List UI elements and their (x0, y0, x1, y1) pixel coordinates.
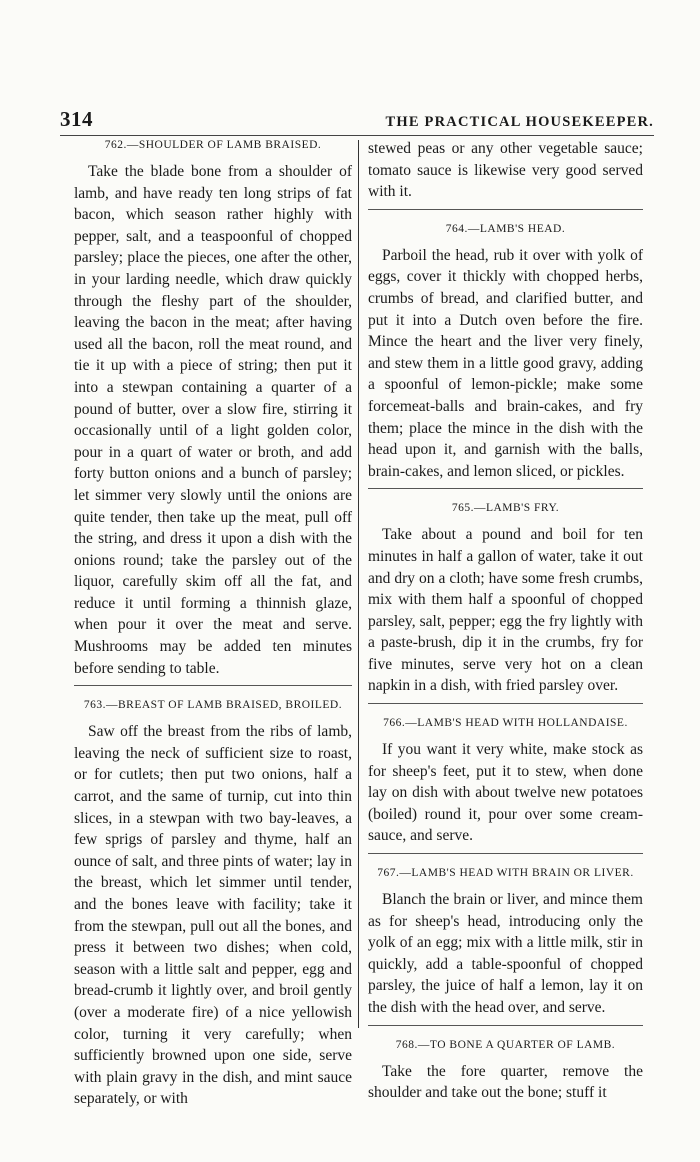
section-divider (368, 209, 643, 210)
column-divider (358, 140, 359, 1028)
section-divider (74, 685, 352, 686)
section-divider (368, 488, 643, 489)
page-number: 314 (60, 107, 93, 131)
section-divider (368, 853, 643, 854)
recipe-title: 768.—TO BONE A QUARTER OF LAMB. (395, 1038, 616, 1051)
recipe-text: If you want it very white, make stock as for sheep's feet, put it to stew, when done lay on dish with about twelve new potatoes (boiled) round it, pour over some cream-sauce, and serve. (368, 741, 643, 845)
recipe-title: 762.—SHOULDER OF LAMB BRAISED. (104, 139, 322, 151)
continued-text: stewed peas or any other vegetable sauce; tomato sauce is likewise very good served with it. (368, 140, 643, 201)
recipe-text: Saw off the breast from the ribs of lamb, leaving the neck of sufficient size to roast, or for cutlets; then put two onions, half a carrot, and the same of turnip, cut into thin slices, in a stewpan with two bay-leaves, a few sprigs of parsley and thyme, half an ounce of salt, and three pints of water; lay in the breast, which let simmer until tender, and the bones leave with facility; take it from the stewpan, pull out all the bones, and press it between two dishes; when cold, season with a little salt and pepper, egg and bread-crumb it lightly over, and broil gently (over a moderate fire) of a nice yellowish color, turning it very carefully; when sufficiently browned upon one side, serve with plain gravy in the dish, and mint sauce separately, or with (74, 723, 352, 1108)
recipe-title: 764.—LAMB'S HEAD. (445, 222, 566, 235)
running-head: THE PRACTICAL HOUSEKEEPER. (385, 114, 654, 130)
recipe-title: 765.—LAMB'S FRY. (451, 502, 560, 515)
left-column (74, 138, 352, 1110)
recipe-title: 763.—BREAST OF LAMB BRAISED, BROILED. (83, 699, 343, 712)
page-header (60, 102, 654, 132)
recipe-text: Take the blade bone from a shoulder of lamb, and have ready ten long strips of fat bacon, which season rather highly with pepper, salt, and a teaspoonful of chopped parsley; place the pieces, one after the other, in your larding needle, which draw quickly through the fleshy part of the shoulder, leaving the bacon in the meat; after having used all the bacon, roll the meat round, and tie it up with a piece of string; then put it into a stewpan containing a quarter of a pound of butter, over a slow fire, stirring it occasionally until of a light golden color, pour in a quart of water or broth, and add forty button onions and a bunch of parsley; let simmer very slowly until the onions are quite tender, then take up the meat, pull off the string, and dress it upon a dish with the onions round; take the parsley out of the liquor, carefully skim off all the fat, and reduce it until forming a thinnish glaze, when pour it over the meat and serve. Mushrooms may be added ten minutes before sending to table. (74, 163, 352, 677)
recipe-text: Parboil the head, rub it over with yolk of eggs, cover it thickly with chopped herbs, crumbs of bread, and clarified butter, and put it into a Dutch oven before the fire. Mince the heart and the liver very finely, and stew them in a little good gravy, adding a spoonful of lemon-pickle; make some forcemeat-balls and brain-cakes, and fry them; place the mince in the dish with the head upon it, and garnish with the balls, brain-cakes, and lemon sliced, or pickles. (368, 246, 643, 480)
recipe-text: Blanch the brain or liver, and mince them as for sheep's head, introducing only the yolk of an egg; mix with a little milk, stir in quickly, add a table-spoonful of chopped parsley, the juice of half a lemon, lay it on the dish with the head over, and serve. (368, 891, 643, 1016)
section-divider (368, 703, 643, 704)
recipe-title: 767.—LAMB'S HEAD WITH BRAIN OR LIVER. (377, 867, 634, 880)
recipe-text: Take the fore quarter, remove the shoulder and take out the bone; stuff it (368, 1062, 643, 1102)
right-column (368, 138, 643, 1104)
recipe-text: Take about a pound and boil for ten minutes in half a gallon of water, take it out and dry on a cloth; have some fresh crumbs, mix with them half a spoonful of chopped parsley, salt, pepper; egg the fry lightly with a paste-brush, dip it in the crumbs, fry for five minutes, serve very hot on a clean napkin in a dish, with fried parsley over. (368, 526, 643, 695)
section-divider (368, 1025, 643, 1026)
recipe-title: 766.—LAMB'S HEAD WITH HOLLANDAISE. (383, 717, 628, 730)
header-rule (60, 135, 654, 136)
